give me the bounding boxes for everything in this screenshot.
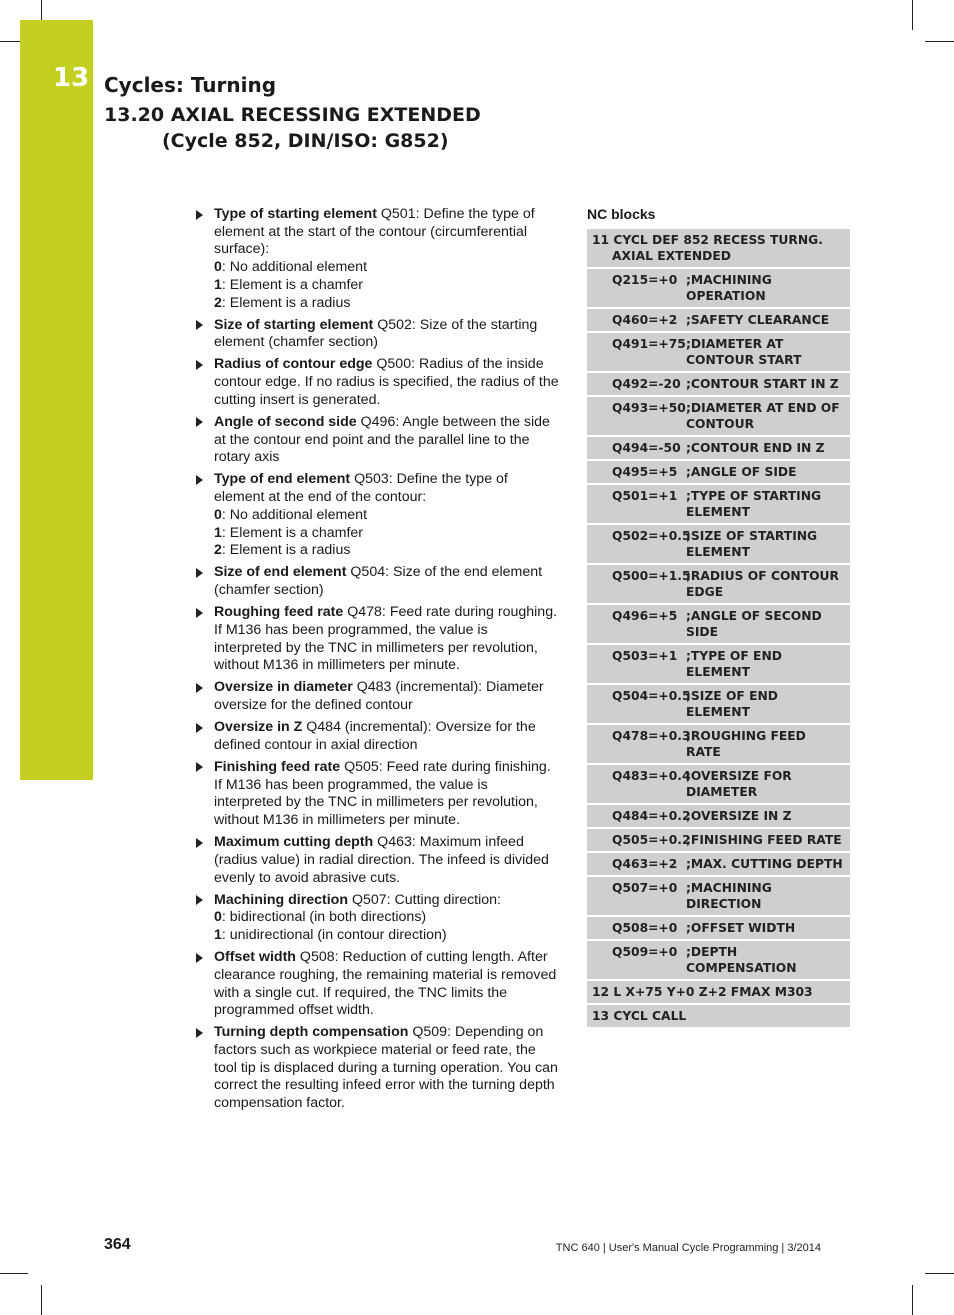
parameter-item — [193, 356, 559, 409]
section-subtitle: (Cycle 852, DIN/ISO: G852) — [162, 130, 449, 152]
crop-mark — [0, 1273, 28, 1274]
option-text: : unidirectional (in contour direction) — [221, 927, 447, 944]
option-key: 1 — [214, 927, 222, 944]
parameter-description: Q483 (incremental): Diameter oversize for the defined contour — [214, 679, 544, 714]
parameter-label: Maximum cutting depth — [214, 834, 374, 851]
bullet-triangle-icon — [196, 683, 203, 693]
bullet-triangle-icon — [196, 723, 203, 733]
option-text: : Element is a radius — [221, 294, 351, 311]
parameter-description: Q484 (incremental): Oversize for the defined contour in axial direction — [214, 719, 536, 753]
nc-q-row — [587, 765, 850, 805]
q-value: Q504=+0.5 — [612, 689, 691, 703]
parameter-item — [193, 317, 559, 352]
q-comment: ;MAX. CUTTING DEPTH — [686, 857, 843, 871]
parameter-item — [193, 949, 559, 1020]
q-comment: ;OVERSIZE FOR DIAMETER — [686, 769, 792, 799]
parameter-item — [193, 564, 559, 599]
nc-q-row — [587, 565, 850, 605]
parameter-item — [193, 834, 559, 887]
option-text: : No additional element — [221, 506, 368, 523]
option-text: : bidirectional (in both directions) — [221, 909, 427, 926]
q-comment: ;SAFETY CLEARANCE — [686, 313, 830, 327]
nc-q-row — [587, 373, 850, 397]
bullet-triangle-icon — [196, 210, 203, 220]
nc-q-row — [587, 485, 850, 525]
parameter-description: Q507: Cutting direction: — [348, 891, 501, 908]
parameter-option — [214, 259, 559, 277]
nc-block-11 — [587, 229, 850, 269]
nc-q-row — [587, 525, 850, 565]
q-comment: ;CONTOUR START IN Z — [686, 377, 839, 391]
parameter-label: Roughing feed rate — [214, 604, 344, 621]
nc-q-row — [587, 685, 850, 725]
nc-q-row — [587, 829, 850, 853]
nc-q-row — [587, 269, 850, 309]
q-value: Q507=+0 — [612, 881, 678, 895]
parameter-label: Machining direction — [214, 891, 348, 908]
nc-q-row — [587, 917, 850, 941]
q-value: Q491=+75 — [612, 337, 686, 351]
parameter-description: Q509: Depending on factors such as workpiece material or feed rate, the tool tip is displaced during a turning operation. You can correct the resulting infeed error with the turning depth compensation factor. — [214, 1024, 558, 1112]
parameter-label: Size of end element — [214, 564, 347, 581]
parameter-option — [214, 542, 559, 560]
parameter-label: Radius of contour edge — [214, 356, 373, 373]
parameter-label: Oversize in Z — [214, 719, 303, 736]
parameter-description: Q463: Maximum infeed (radius value) in radial direction. The infeed is divided evenly to avoid abrasive cuts. — [214, 834, 549, 886]
crop-mark — [41, 0, 42, 20]
nc-q-row — [587, 877, 850, 917]
parameter-option — [214, 277, 559, 295]
parameter-description: Q508: Reduction of cutting length. After clearance roughing, the remaining material is removed with a single cut. If required, the TNC limits the programmed offset width. — [214, 949, 557, 1019]
parameter-description: Q503: Define the type of element at the end of the contour: — [214, 471, 508, 506]
q-comment: ;DIAMETER AT END OF CONTOUR — [686, 401, 840, 431]
bullet-triangle-icon — [196, 838, 203, 848]
parameter-description: Q501: Define the type of element at the start of the contour (circumferential surface): — [214, 206, 535, 258]
nc-block-13: 13 CYCL CALL — [587, 1005, 850, 1029]
parameter-option — [214, 525, 559, 543]
nc-q-row — [587, 853, 850, 877]
q-value: Q483=+0.4 — [612, 769, 691, 783]
crop-mark — [41, 1285, 42, 1315]
q-value: Q478=+0.3 — [612, 729, 691, 743]
nc-block-11-line2: AXIAL EXTENDED — [612, 249, 731, 263]
bullet-triangle-icon — [196, 895, 203, 905]
nc-q-row — [587, 333, 850, 373]
option-text: : Element is a radius — [221, 542, 351, 559]
footer-text: TNC 640 | User's Manual Cycle Programming | 3/2014 — [555, 1242, 821, 1254]
q-comment: ;DEPTH COMPENSATION — [686, 945, 797, 975]
nc-block-12: 12 L X+75 Y+0 Z+2 FMAX M303 — [587, 981, 850, 1005]
bullet-triangle-icon — [196, 953, 203, 963]
nc-blocks-table — [587, 229, 850, 1029]
parameter-label: Finishing feed rate — [214, 758, 341, 775]
q-comment: ;MACHINING OPERATION — [686, 273, 772, 303]
q-value: Q484=+0.2 — [612, 809, 691, 823]
parameter-label: Offset width — [214, 949, 296, 966]
option-key: 0 — [214, 909, 222, 926]
parameter-label: Oversize in diameter — [214, 679, 353, 696]
nc-q-row — [587, 397, 850, 437]
bullet-triangle-icon — [196, 608, 203, 618]
option-text: : Element is a chamfer — [221, 524, 364, 541]
parameter-description: Q505: Feed rate during finishing. If M136 has been programmed, the value is interpreted by the TNC in millimeters per revolution, without M136 in millimeters per minute. — [214, 758, 551, 829]
q-value: Q503=+1 — [612, 649, 678, 663]
nc-q-row — [587, 309, 850, 333]
option-key: 2 — [214, 294, 222, 311]
q-value: Q494=-50 — [612, 441, 681, 455]
parameter-option — [214, 507, 559, 525]
chapter-title: Cycles: Turning — [104, 73, 277, 97]
q-comment: ;OVERSIZE IN Z — [686, 809, 792, 823]
parameter-description: Q496: Angle between the side at the contour end point and the parallel line to the rotary axis — [214, 413, 550, 466]
q-value: Q495=+5 — [612, 465, 678, 479]
parameter-option — [214, 295, 559, 313]
parameter-description: Q500: Radius of the inside contour edge. If no radius is specified, the radius of the cutting insert is generated. — [214, 356, 559, 408]
parameter-option — [214, 909, 559, 927]
chapter-sidebar — [20, 20, 93, 780]
nc-q-row — [587, 605, 850, 645]
parameter-label: Angle of second side — [214, 413, 357, 430]
nc-blocks-heading: NC blocks — [587, 206, 656, 222]
section-title: 13.20 AXIAL RECESSING EXTENDED — [104, 104, 481, 126]
parameter-label: Size of starting element — [214, 316, 374, 333]
parameter-item — [193, 719, 559, 754]
option-key: 0 — [214, 506, 222, 523]
chapter-number: 13 — [53, 63, 90, 93]
parameter-item — [193, 679, 559, 714]
page-number: 364 — [104, 1236, 131, 1253]
q-comment: ;SIZE OF END ELEMENT — [686, 689, 778, 719]
option-text: : No additional element — [221, 259, 368, 276]
q-comment: ;ROUGHING FEED RATE — [686, 729, 806, 759]
nc-q-row — [587, 437, 850, 461]
q-value: Q463=+2 — [612, 857, 678, 871]
q-value: Q502=+0.5 — [612, 529, 691, 543]
bullet-triangle-icon — [196, 475, 203, 485]
nc-q-row — [587, 725, 850, 765]
q-value: Q500=+1.5 — [612, 569, 691, 583]
q-comment: ;DIAMETER AT CONTOUR START — [686, 337, 802, 367]
q-value: Q508=+0 — [612, 921, 678, 935]
bullet-triangle-icon — [196, 1028, 203, 1038]
parameter-item — [193, 1024, 559, 1113]
crop-mark — [925, 1273, 954, 1274]
option-key: 2 — [214, 542, 222, 559]
crop-mark — [0, 41, 20, 42]
q-value: Q505=+0.2 — [612, 833, 691, 847]
parameter-item — [193, 414, 559, 467]
parameter-item — [193, 604, 559, 675]
option-key: 1 — [214, 276, 222, 293]
parameter-label: Type of starting element — [214, 206, 377, 222]
parameter-label: Type of end element — [214, 471, 351, 488]
q-comment: ;OFFSET WIDTH — [686, 921, 796, 935]
parameter-list — [193, 206, 559, 1117]
nc-q-row — [587, 645, 850, 685]
nc-q-row — [587, 461, 850, 485]
q-comment: ;MACHINING DIRECTION — [686, 881, 772, 911]
bullet-triangle-icon — [196, 360, 203, 370]
parameter-description: Q502: Size of the starting element (chamfer section) — [214, 316, 538, 351]
q-value: Q501=+1 — [612, 489, 678, 503]
nc-block-11-line1: 11 CYCL DEF 852 RECESS TURNG. — [592, 233, 823, 247]
crop-mark — [912, 1285, 913, 1315]
q-comment: ;RADIUS OF CONTOUR EDGE — [686, 569, 840, 599]
bullet-triangle-icon — [196, 568, 203, 578]
parameter-item — [193, 471, 559, 560]
q-value: Q460=+2 — [612, 313, 678, 327]
parameter-description: Q504: Size of the end element (chamfer section) — [214, 564, 543, 599]
nc-q-row — [587, 805, 850, 829]
option-key: 1 — [214, 524, 222, 541]
bullet-triangle-icon — [196, 417, 203, 427]
q-comment: ;CONTOUR END IN Z — [686, 441, 825, 455]
q-comment: ;TYPE OF END ELEMENT — [686, 649, 782, 679]
q-value: Q493=+50 — [612, 401, 686, 415]
parameter-item — [193, 892, 559, 945]
q-comment: ;SIZE OF STARTING ELEMENT — [686, 529, 818, 559]
crop-mark — [925, 41, 954, 42]
option-text: : Element is a chamfer — [221, 276, 364, 293]
parameter-item — [193, 759, 559, 830]
q-comment: ;TYPE OF STARTING ELEMENT — [686, 489, 822, 519]
bullet-triangle-icon — [196, 320, 203, 330]
q-comment: ;FINISHING FEED RATE — [686, 833, 842, 847]
q-value: Q492=-20 — [612, 377, 681, 391]
crop-mark — [912, 0, 913, 30]
parameter-option — [214, 927, 559, 945]
q-comment: ;ANGLE OF SECOND SIDE — [686, 609, 822, 639]
bullet-triangle-icon — [196, 762, 203, 772]
parameter-description: Q478: Feed rate during roughing. If M136 has been programmed, the value is interpreted by the TNC in millimeters per revolution, without M136 in millimeters per minute. — [214, 604, 558, 674]
q-value: Q496=+5 — [612, 609, 678, 623]
nc-q-row — [587, 941, 850, 981]
q-value: Q215=+0 — [612, 273, 678, 287]
q-comment: ;ANGLE OF SIDE — [686, 465, 797, 479]
parameter-item — [193, 206, 559, 312]
q-value: Q509=+0 — [612, 945, 678, 959]
parameter-label: Turning depth compensation — [214, 1024, 409, 1041]
option-key: 0 — [214, 259, 222, 276]
